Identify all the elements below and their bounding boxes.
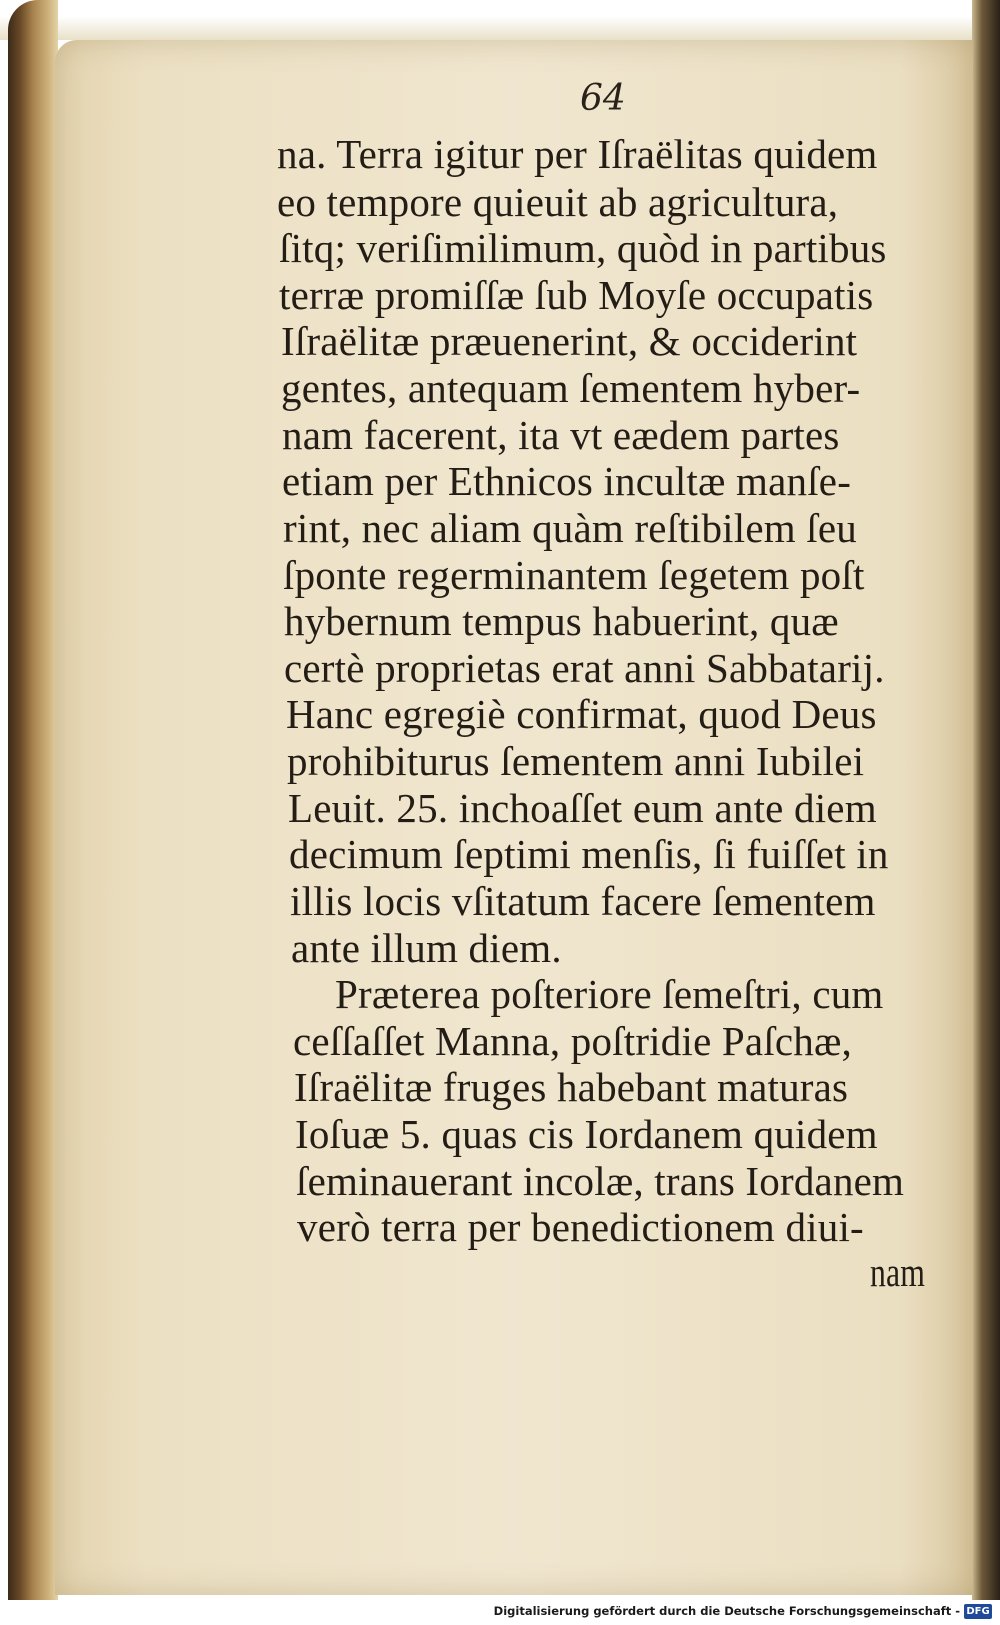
text-line: gentes, antequam ſementem hyber- <box>281 365 861 411</box>
footer-credit: Digitalisierung gefördert durch die Deutsche Forschungsgemeinschaft - <box>493 1604 960 1618</box>
text-line: decimum ſeptimi menſis, ſi fuiſſet in <box>289 831 889 877</box>
text-line: eo tempore quieuit ab agricultura, <box>277 179 839 225</box>
text-line: etiam per Ethnicos incultæ manſe- <box>282 458 852 504</box>
text-line: nam facerent, ita vt eædem partes <box>282 412 840 458</box>
text-line: illis locis vſitatum facere ſementem <box>290 878 876 924</box>
text-line: ceſſaſſet Manna, poſtridie Paſchæ, <box>293 1018 852 1064</box>
text-line: verò terra per benedictionem diui- <box>297 1204 864 1250</box>
text-line: na. Terra igitur per Iſraëlitas quidem <box>277 131 878 177</box>
text-line: hybernum tempus habuerint, quæ <box>284 598 839 644</box>
text-line: Leuit. 25. inchoaſſet eum ante diem <box>288 785 877 831</box>
text-line: ſitq; veriſimilimum, quòd in partibus <box>279 225 887 271</box>
text-line: ſeminauerant incolæ, trans Iordanem <box>296 1158 905 1204</box>
text-line: Ioſuæ 5. quas cis Iordanem quidem <box>295 1111 878 1157</box>
text-line: Iſraëlitæ fruges habebant maturas <box>294 1064 849 1110</box>
catchword: nam <box>870 1249 926 1295</box>
dfg-logo: DFG <box>964 1604 992 1619</box>
text-line: Iſraëlitæ præuenerint, & occiderint <box>281 318 858 364</box>
text-line: prohibiturus ſementem anni Iubilei <box>287 738 865 784</box>
text-line: certè proprietas erat anni Sabbatarij. <box>284 645 885 691</box>
text-line: ſponte regerminantem ſegetem poſt <box>283 552 865 598</box>
page-number: 64 <box>580 78 626 119</box>
text-line: terræ promiſſæ ſub Moyſe occupatis <box>279 272 874 318</box>
digitization-footer <box>0 1600 1000 1625</box>
text-line: rint, nec aliam quàm reſtibilem ſeu <box>283 505 857 551</box>
text-line: Hanc egregiè confirmat, quod Deus <box>286 691 877 737</box>
text-line: ante illum diem. <box>291 925 562 971</box>
text-line: Præterea poſteriore ſemeſtri, cum <box>335 971 884 1017</box>
